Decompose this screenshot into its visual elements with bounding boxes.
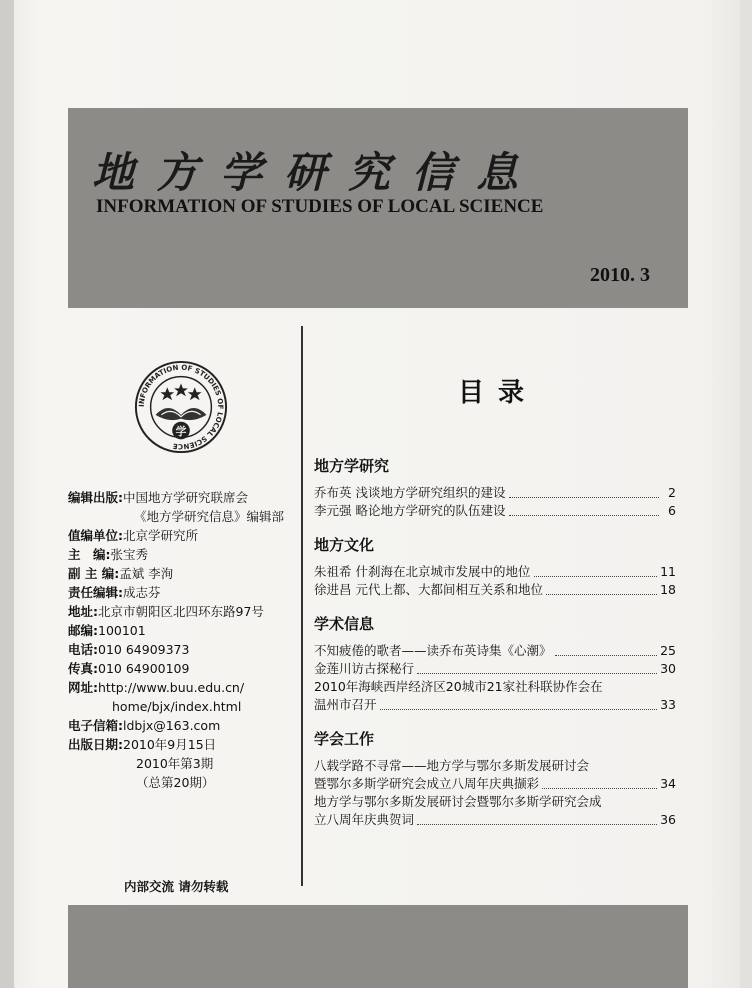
publication-info [68, 488, 300, 792]
toc-leader-dots [542, 788, 657, 789]
info-value: 北京学研究所 [123, 528, 199, 543]
toc-entry-title-cont: 温州市召开 [314, 697, 377, 712]
toc-entry-title-cont: 立八周年庆典贺词 [314, 812, 415, 827]
info-row [68, 735, 300, 754]
info-label: 传真: [68, 661, 98, 676]
toc-entry-author: 乔布英 [314, 485, 352, 500]
info-value: 成志芬 [123, 585, 161, 600]
info-value: 孟斌 李洵 [119, 566, 174, 581]
info-value: 100101 [98, 623, 146, 638]
table-of-contents [314, 455, 676, 829]
internal-note: 内部交流 请勿转载 [124, 879, 229, 894]
toc-entry-title: 不知疲倦的歌者——读乔布英诗集《心潮》 [314, 643, 552, 658]
toc-page-number: 2 [668, 485, 676, 500]
info-value: 010 64909373 [98, 642, 190, 657]
toc-entry[interactable] [314, 642, 676, 660]
toc-entry-author: 徐进昌 [314, 582, 352, 597]
journal-title-cn: 地方学研究信息 [92, 148, 541, 197]
info-value: ldbjx@163.com [123, 718, 221, 733]
toc-section-title: 学术信息 [314, 615, 375, 633]
info-row [68, 602, 300, 621]
toc-page-number: 33 [660, 697, 676, 712]
toc-leader-dots [534, 576, 658, 577]
info-value: 2010年9月15日 [123, 737, 217, 752]
toc-entry-title-cont: 暨鄂尔多斯学研究会成立八周年庆典撷彩 [314, 776, 540, 791]
info-value: 2010年第3期 [136, 756, 214, 771]
toc-section-title: 地方文化 [314, 536, 375, 554]
info-label: 地址: [68, 604, 98, 619]
info-row [68, 716, 300, 735]
info-row [68, 526, 300, 545]
journal-title-en: INFORMATION OF STUDIES OF LOCAL SCIENCE [96, 196, 544, 217]
info-value: http://www.buu.edu.cn/ [98, 680, 245, 695]
toc-page-number: 11 [660, 564, 676, 579]
info-row [68, 583, 300, 602]
toc-entry[interactable] [314, 484, 676, 502]
toc-entry-title: 浅谈地方学研究组织的建设 [355, 485, 506, 500]
toc-entry-title: 金莲川访古探秘行 [314, 661, 415, 676]
info-value: 010 64900109 [98, 661, 190, 676]
info-row [68, 773, 300, 792]
column-divider [301, 326, 303, 886]
toc-section-title: 学会工作 [314, 730, 375, 748]
toc-page-number: 36 [660, 812, 676, 827]
info-row [68, 754, 300, 773]
toc-entry[interactable] [314, 678, 676, 714]
info-label: 电子信箱: [68, 718, 123, 733]
toc-entry-title: 地方学与鄂尔多斯发展研讨会暨鄂尔多斯学研究会成 [314, 794, 602, 809]
toc-leader-dots [509, 497, 659, 498]
toc-leader-dots [546, 594, 657, 595]
toc-entry-title: 八载学路不寻常——地方学与鄂尔多斯发展研讨会 [314, 758, 590, 773]
info-row [68, 488, 300, 507]
issue-number: 2010. 3 [590, 264, 650, 286]
toc-entry[interactable] [314, 757, 676, 793]
info-label: 责任编辑: [68, 585, 123, 600]
info-label: 电话: [68, 642, 98, 657]
info-value: 《地方学研究信息》编辑部 [134, 509, 285, 524]
info-value: 中国地方学研究联席会 [123, 490, 249, 505]
toc-entry[interactable] [314, 502, 676, 520]
toc-leader-dots [417, 824, 657, 825]
toc-entry[interactable] [314, 793, 676, 829]
logo-ring-text: INFORMATION OF STUDIES OF LOCAL SCIENCE [136, 362, 226, 452]
info-value: 张宝秀 [110, 547, 149, 562]
toc-leader-dots [555, 655, 658, 656]
info-row [68, 564, 300, 583]
logo-center-char: 学 [175, 424, 187, 438]
toc-entry-title: 略论地方学研究的队伍建设 [355, 503, 506, 518]
toc-leader-dots [417, 673, 657, 674]
info-value: （总第20期） [136, 775, 215, 790]
toc-entry-title: 元代上都、大都间相互关系和地位 [355, 582, 544, 597]
info-row [68, 507, 300, 526]
info-value: 北京市朝阳区北四环东路97号 [98, 604, 264, 619]
toc-entry[interactable] [314, 660, 676, 678]
page-binding-shadow [0, 0, 14, 988]
toc-entry-author: 朱祖希 [314, 564, 352, 579]
info-row [68, 659, 300, 678]
toc-leader-dots [380, 709, 658, 710]
toc-entry[interactable] [314, 563, 676, 581]
info-label: 出版日期: [68, 737, 123, 752]
info-label: 主 编: [68, 547, 111, 562]
info-label: 值编单位: [68, 528, 123, 543]
info-row [68, 678, 300, 697]
toc-entry[interactable] [314, 581, 676, 599]
info-label: 编辑出版: [68, 490, 123, 505]
toc-entry-title: 2010年海峡西岸经济区20城市21家社科联协作会在 [314, 679, 603, 694]
toc-entry-title: 什刹海在北京城市发展中的地位 [355, 564, 531, 579]
page-right-edge [740, 0, 752, 988]
toc-heading: 目录 [458, 378, 539, 408]
info-label: 副 主 编: [68, 566, 120, 581]
footer-band [68, 905, 688, 988]
toc-section-title: 地方学研究 [314, 457, 390, 475]
toc-page-number: 34 [660, 776, 676, 791]
society-logo [132, 358, 230, 456]
info-row [68, 697, 300, 716]
toc-page-number: 18 [660, 582, 676, 597]
toc-entry-author: 李元强 [314, 503, 352, 518]
toc-page-number: 25 [660, 643, 676, 658]
info-value: home/bjx/index.html [112, 699, 242, 714]
info-label: 网址: [68, 680, 98, 695]
info-row [68, 621, 300, 640]
info-row [68, 545, 300, 564]
toc-page-number: 6 [668, 503, 676, 518]
info-row [68, 640, 300, 659]
info-label: 邮编: [68, 623, 98, 638]
toc-leader-dots [509, 515, 659, 516]
toc-page-number: 30 [660, 661, 676, 676]
